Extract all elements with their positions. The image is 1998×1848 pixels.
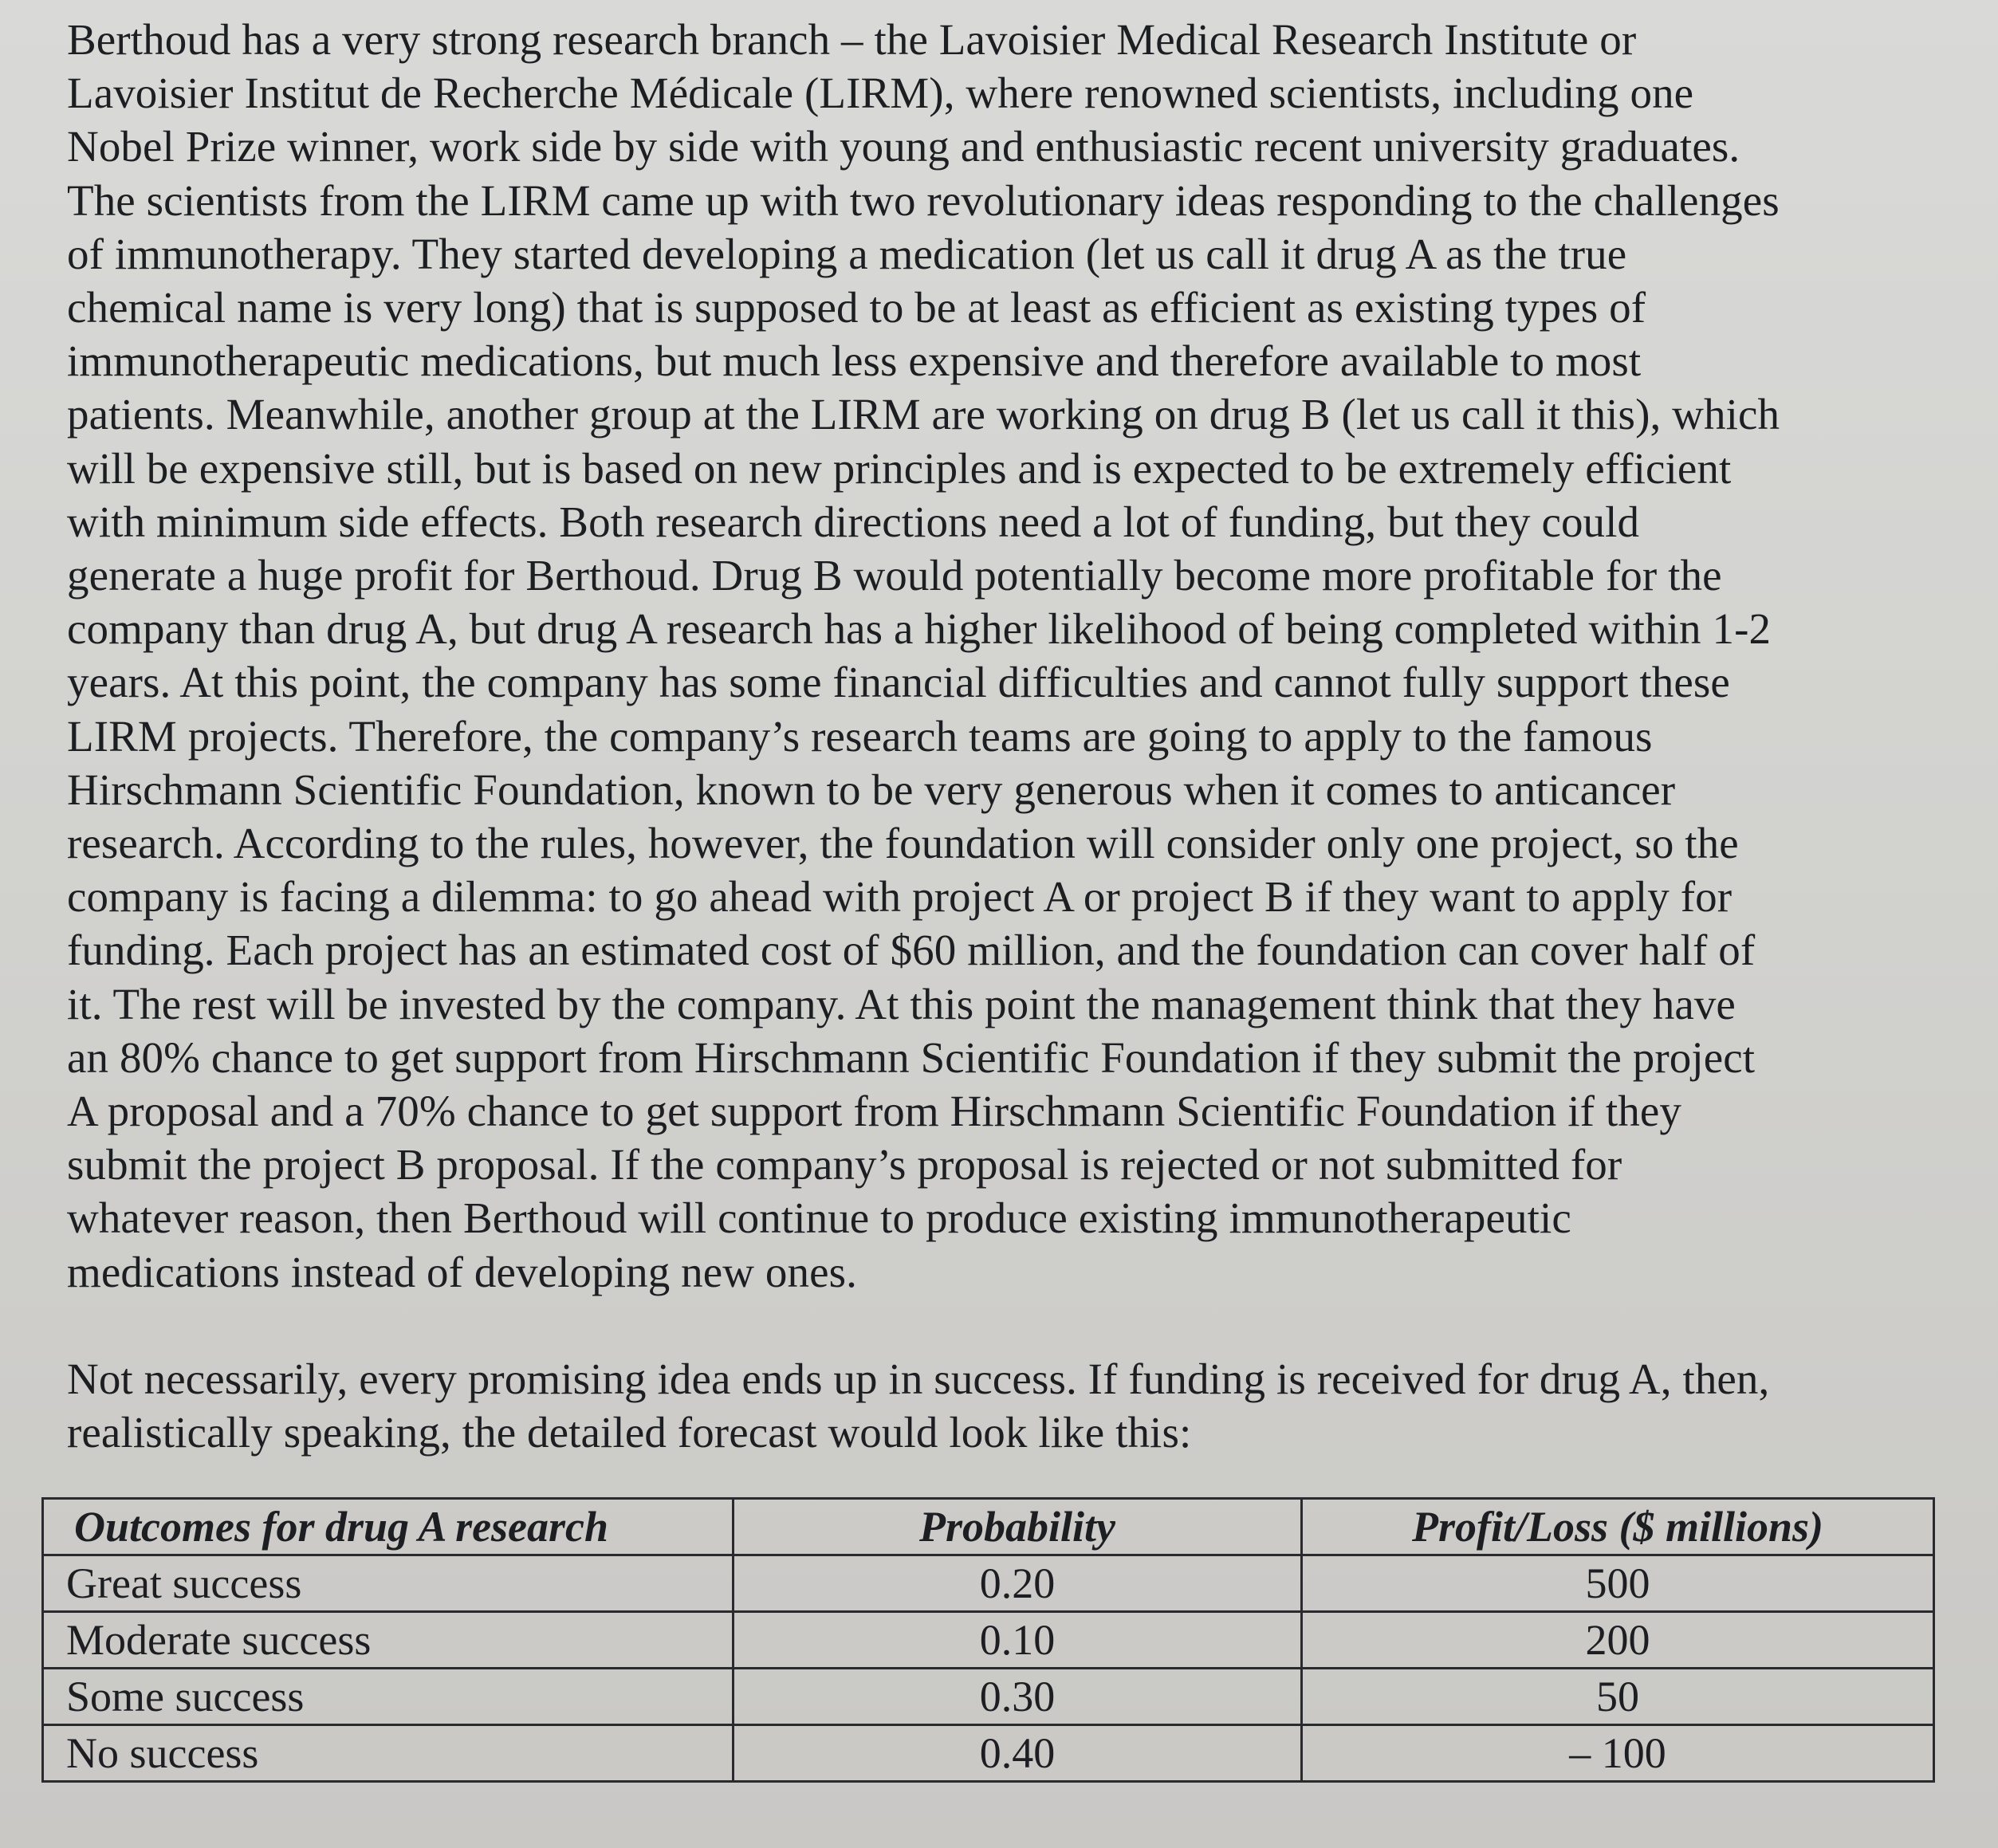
header-probability: Probability (734, 1499, 1302, 1555)
probability-cell: 0.10 (734, 1612, 1302, 1669)
outcome-cell: Moderate success (43, 1612, 734, 1669)
outcome-cell: Great success (43, 1555, 734, 1612)
header-outcomes: Outcomes for drug A research (43, 1499, 734, 1555)
probability-cell: 0.30 (734, 1669, 1302, 1725)
body-paragraph-1: Berthoud has a very strong research branch – the Lavoisier Medical Research Institute or Lavoisier Institut de Recherche Médicale (LIRM), where renowned scientists, including one Nobel Prize winner, work side by side with young and enthusiastic recent university graduates. The scientists from the LIRM came up with two revolutionary ideas responding to the challenges of immunotherapy. They started developing a medication (let us call it drug A as the true chemical name is very long) that is supposed to be at least as efficient as existing types of immunotherapeutic medications, but much less expensive and therefore available to most patients. Meanwhile, another group at the LIRM are working on drug B (let us call it this), which will be expensive still, but is based on new principles and is expected to be extremely efficient with minimum side effects. Both research directions need a lot of funding, but they could generate a huge profit for Berthoud. Drug B would potentially become more profitable for the company than drug A, but drug A research has a higher likelihood of being completed within 1-2 years. At this point, the company has some financial difficulties and cannot fully support these LIRM projects. Therefore, the company’s research teams are going to apply to the famous Hirschmann Scientific Foundation, known to be very generous when it comes to anticancer research. According to the rules, however, the foundation will consider only one project, so the company is facing a dilemma: to go ahead with project A or project B if they want to apply for funding. Each project has an estimated cost of $60 million, and the foundation can cover half of it. The rest will be invested by the company. At this point the management think that they have an 80% chance to get support from Hirschmann Scientific Foundation if they submit the project A proposal and a 70% chance to get support from Hirschmann Scientific Foundation if they submit the project B proposal. If the company’s proposal is rejected or not submitted for whatever reason, then Berthoud will continue to produce existing immunotherapeutic medications instead of developing new ones. (67, 15, 1780, 1296)
forecast-table-wrapper (41, 1497, 1933, 1777)
profit-cell: 500 (1302, 1555, 1934, 1612)
table-row (43, 1725, 1934, 1782)
table-header-row (43, 1499, 1934, 1555)
outcome-cell: No success (43, 1725, 734, 1782)
profit-cell: 200 (1302, 1612, 1934, 1669)
profit-cell: – 100 (1302, 1725, 1934, 1782)
outcome-cell: Some success (43, 1669, 734, 1725)
header-profit-loss: Profit/Loss ($ millions) (1302, 1499, 1934, 1555)
probability-cell: 0.40 (734, 1725, 1302, 1782)
probability-cell: 0.20 (734, 1555, 1302, 1612)
profit-cell: 50 (1302, 1669, 1934, 1725)
table-row (43, 1612, 1934, 1669)
drug-a-forecast-table (41, 1497, 1935, 1783)
table-row (43, 1555, 1934, 1612)
table-row (43, 1669, 1934, 1725)
body-paragraph-2: Not necessarily, every promising idea ends up in success. If funding is received for drug A, then, realistically speaking, the detailed forecast would look like this: (67, 1355, 1770, 1457)
